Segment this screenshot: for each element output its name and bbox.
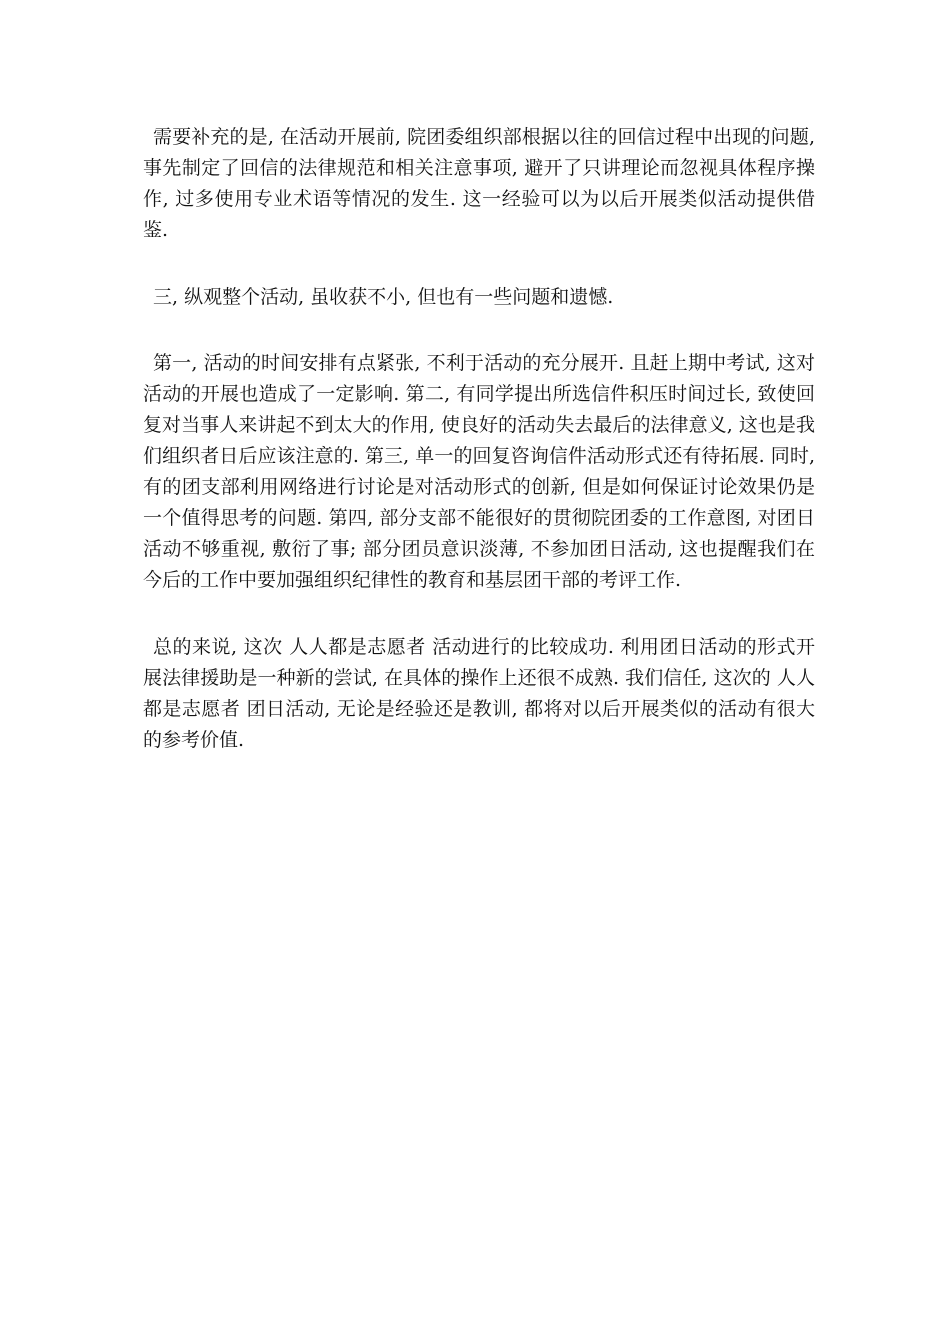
paragraph-supplement: 需要补充的是, 在活动开展前, 院团委组织部根据以往的回信过程中出现的问题, 事先制定了回信的法律规范和相关注意事项, 避开了只讲理论而忽视具体程序操作, 过多使用专业术语等情况的发生. 这一经验可以为以后开展类似活动提供借鉴. (143, 126, 815, 241)
paragraph-conclusion: 总的来说, 这次 人人都是志愿者 活动进行的比较成功. 利用团日活动的形式开展法律援助是一种新的尝试, 在具体的操作上还很不成熟. 我们信任, 这次的 人人都是志愿者 团日活动, 无论是经验还是教训, 都将对以后开展类似的活动有很大的参考价值. (143, 636, 815, 751)
paragraph-problems: 第一, 活动的时间安排有点紧张, 不利于活动的充分展开. 且赶上期中考试, 这对活动的开展也造成了一定影响. 第二, 有同学提出所选信件积压时间过长, 致使回复对当事人来讲起不到太大的作用, 使良好的活动失去最后的法律意义, 这也是我们组织者日后应该注意的. 第三, 单一的回复咨询信件活动形式还有待拓展. 同时, 有的团支部利用网络进行讨论是对活动形式的创新, 但是如何保证讨论效果仍是一个值得思考的问题. 第四, 部分支部不能很好的贯彻院团委的工作意图, 对团日活动不够重视, 敷衍了事; 部分团员意识淡薄, 不参加团日活动, 这也提醒我们在今后的工作中要加强组织纪律性的教育和基层团干部的考评工作. (143, 352, 815, 591)
document-body (143, 122, 815, 756)
paragraph-section-three-heading: 三, 纵观整个活动, 虽收获不小, 但也有一些问题和遗憾. (153, 286, 614, 308)
